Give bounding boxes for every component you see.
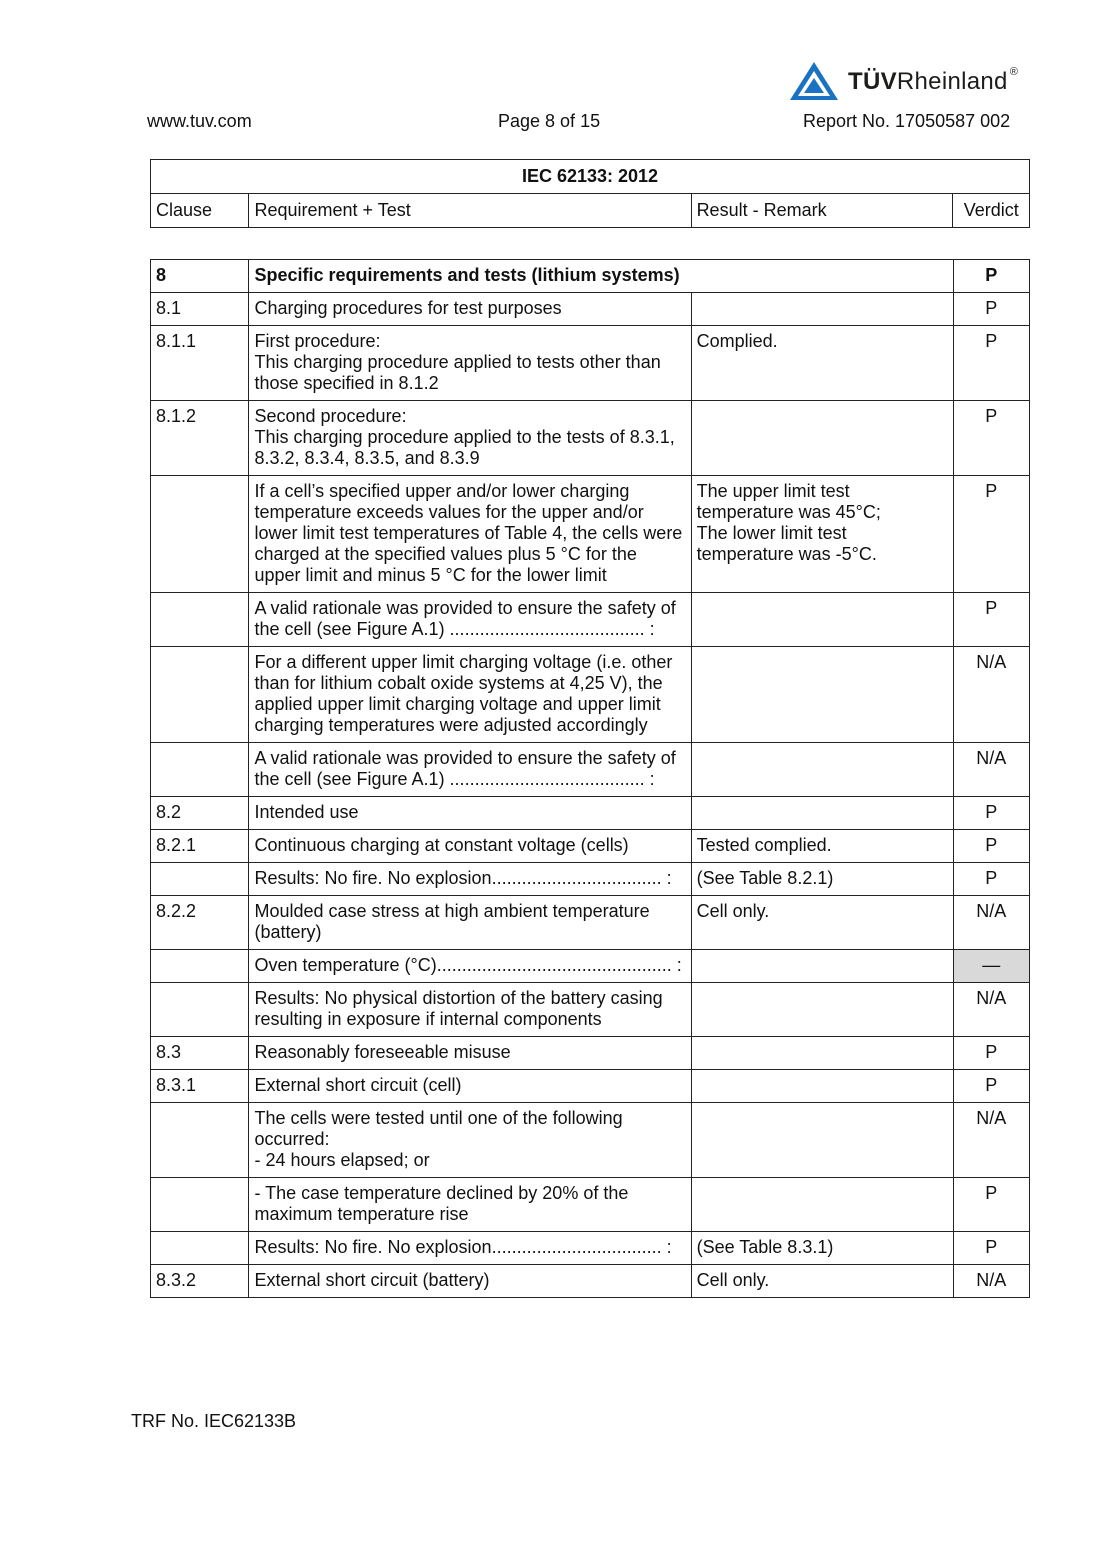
clause-cell: 8.2.1	[151, 830, 249, 863]
verdict-cell: N/A	[953, 647, 1030, 743]
clause-cell: 8.2	[151, 797, 249, 830]
verdict-cell: P	[953, 863, 1030, 896]
tuv-rheinland-logo	[788, 60, 1048, 104]
table-row	[151, 1178, 1030, 1232]
result-cell	[691, 983, 953, 1037]
column-header-result: Result - Remark	[691, 194, 953, 228]
verdict-cell: —	[953, 950, 1030, 983]
requirement-cell: First procedure: This charging procedure applied to tests other than those specified in 8.1.2	[249, 326, 691, 401]
result-cell: (See Table 8.3.1)	[691, 1232, 953, 1265]
clause-cell	[151, 1232, 249, 1265]
logo-wordmark: TÜVRheinland ®	[848, 66, 1019, 95]
result-cell: The upper limit test temperature was 45°C; The lower limit test temperature was -5°C.	[691, 476, 953, 593]
column-header-verdict: Verdict	[953, 194, 1030, 228]
requirement-cell: If a cell’s specified upper and/or lower charging temperature exceeds values for the upper and/or lower limit test temperatures of Table 4, the cells were charged at the specified values plus 5 °C for the upper limit and minus 5 °C for the lower limit	[249, 476, 691, 593]
result-cell: Cell only.	[691, 896, 953, 950]
clause-cell: 8.1	[151, 293, 249, 326]
verdict-cell: P	[953, 293, 1030, 326]
trf-number: TRF No. IEC62133B	[131, 1411, 297, 1431]
requirement-cell: Intended use	[249, 797, 691, 830]
verdict-cell: N/A	[953, 896, 1030, 950]
requirement-cell: For a different upper limit charging voltage (i.e. other than for lithium cobalt oxide systems at 4,25 V), the applied upper limit charging voltage and upper limit charging temperatures were adjusted accordingly	[249, 647, 691, 743]
requirement-cell: Second procedure: This charging procedure applied to the tests of 8.3.1, 8.3.2, 8.3.4, 8.3.5, and 8.3.9	[249, 401, 691, 476]
clause-cell: 8.1.2	[151, 401, 249, 476]
result-cell	[691, 1178, 953, 1232]
table-row	[151, 1265, 1030, 1298]
clause-cell	[151, 593, 249, 647]
clause-cell	[151, 863, 249, 896]
table-row	[151, 1070, 1030, 1103]
table-row	[151, 950, 1030, 983]
clause-cell	[151, 647, 249, 743]
requirement-cell: The cells were tested until one of the following occurred: - 24 hours elapsed; or	[249, 1103, 691, 1178]
clause-cell: 8.3.1	[151, 1070, 249, 1103]
result-cell	[691, 1070, 953, 1103]
verdict-cell: N/A	[953, 983, 1030, 1037]
requirement-cell: Results: No fire. No explosion.................................. :	[249, 863, 691, 896]
result-cell	[691, 950, 953, 983]
result-cell	[691, 1037, 953, 1070]
clause-cell: 8.1.1	[151, 326, 249, 401]
standard-header-table	[150, 159, 1030, 228]
verdict-cell: P	[953, 797, 1030, 830]
result-cell	[691, 743, 953, 797]
table-row	[151, 797, 1030, 830]
clause-cell	[151, 950, 249, 983]
requirement-cell: A valid rationale was provided to ensure the safety of the cell (see Figure A.1) ....................................... :	[249, 593, 691, 647]
table-row	[151, 1037, 1030, 1070]
column-header-requirement: Requirement + Test	[249, 194, 691, 228]
verdict-cell: P	[953, 326, 1030, 401]
table-row	[151, 743, 1030, 797]
table-row	[151, 1232, 1030, 1265]
clause-cell	[151, 1103, 249, 1178]
table-row	[151, 293, 1030, 326]
standard-title: IEC 62133: 2012	[151, 160, 1030, 194]
clause-cell	[151, 743, 249, 797]
table-row	[151, 1103, 1030, 1178]
table-row	[151, 863, 1030, 896]
verdict-cell: N/A	[953, 1265, 1030, 1298]
requirement-cell: External short circuit (battery)	[249, 1265, 691, 1298]
report-number: Report No. 17050587 002	[803, 111, 1011, 131]
verdict-cell: P	[953, 476, 1030, 593]
clause-cell: 8.3	[151, 1037, 249, 1070]
verdict-cell: P	[953, 1070, 1030, 1103]
column-header-clause: Clause	[151, 194, 249, 228]
clause-cell	[151, 1178, 249, 1232]
requirement-cell: - The case temperature declined by 20% of the maximum temperature rise	[249, 1178, 691, 1232]
requirement-cell: Specific requirements and tests (lithium systems)	[249, 260, 953, 293]
verdict-cell: P	[953, 1232, 1030, 1265]
result-cell: (See Table 8.2.1)	[691, 863, 953, 896]
verdict-cell: N/A	[953, 1103, 1030, 1178]
tuv-triangle-icon	[788, 60, 840, 102]
result-cell	[691, 593, 953, 647]
table-row	[151, 476, 1030, 593]
result-cell	[691, 647, 953, 743]
requirement-cell: Continuous charging at constant voltage (cells)	[249, 830, 691, 863]
website-url: www.tuv.com	[147, 111, 252, 131]
verdict-cell: P	[953, 830, 1030, 863]
requirement-cell: External short circuit (cell)	[249, 1070, 691, 1103]
result-cell	[691, 1103, 953, 1178]
requirement-cell: Reasonably foreseeable misuse	[249, 1037, 691, 1070]
table-row	[151, 896, 1030, 950]
requirement-cell: Results: No physical distortion of the battery casing resulting in exposure if internal components	[249, 983, 691, 1037]
requirement-cell: Charging procedures for test purposes	[249, 293, 691, 326]
page-number: Page 8 of 15	[498, 111, 601, 131]
verdict-cell: P	[953, 1178, 1030, 1232]
clause-cell	[151, 476, 249, 593]
table-row	[151, 983, 1030, 1037]
verdict-cell: P	[953, 401, 1030, 476]
table-row	[151, 593, 1030, 647]
verdict-cell: P	[953, 260, 1030, 293]
clause-cell: 8	[151, 260, 249, 293]
requirements-table	[150, 259, 1030, 1298]
result-cell	[691, 401, 953, 476]
result-cell: Tested complied.	[691, 830, 953, 863]
result-cell: Complied.	[691, 326, 953, 401]
requirement-cell: Oven temperature (°C)............................................... :	[249, 950, 691, 983]
table-row	[151, 326, 1030, 401]
clause-cell: 8.2.2	[151, 896, 249, 950]
clause-cell: 8.3.2	[151, 1265, 249, 1298]
table-row	[151, 830, 1030, 863]
table-row	[151, 260, 1030, 293]
verdict-cell: P	[953, 593, 1030, 647]
table-row	[151, 401, 1030, 476]
requirement-cell: Results: No fire. No explosion.................................. :	[249, 1232, 691, 1265]
result-cell	[691, 797, 953, 830]
clause-cell	[151, 983, 249, 1037]
result-cell	[691, 293, 953, 326]
result-cell: Cell only.	[691, 1265, 953, 1298]
verdict-cell: P	[953, 1037, 1030, 1070]
requirement-cell: Moulded case stress at high ambient temperature (battery)	[249, 896, 691, 950]
verdict-cell: N/A	[953, 743, 1030, 797]
table-row	[151, 647, 1030, 743]
requirement-cell: A valid rationale was provided to ensure the safety of the cell (see Figure A.1) ....................................... :	[249, 743, 691, 797]
